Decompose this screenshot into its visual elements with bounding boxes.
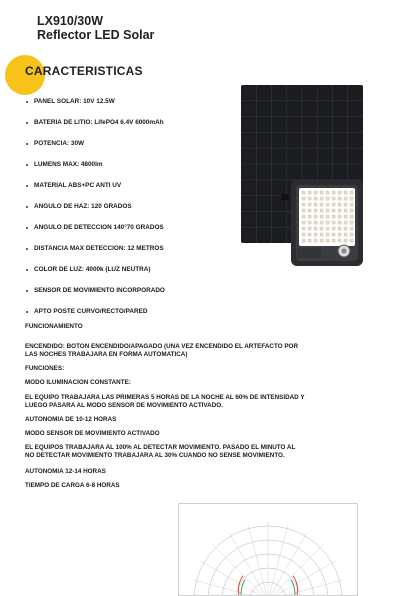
led-chip [350, 233, 353, 236]
led-chip [326, 233, 329, 236]
led-chip [332, 215, 335, 218]
led-chip [332, 227, 335, 230]
led-chip [314, 191, 317, 194]
led-chip [350, 191, 353, 194]
led-chip [320, 209, 323, 212]
led-chip [308, 239, 311, 242]
led-chip [350, 203, 353, 206]
led-chip [344, 221, 347, 224]
led-chip [320, 191, 323, 194]
charge-time-text: TIEMPO DE CARGA 6-8 HORAS [25, 482, 120, 489]
led-chip [302, 227, 305, 230]
led-chip [326, 215, 329, 218]
spec-text: SENSOR DE MOVIMIENTO INCORPORADO [34, 287, 165, 294]
led-chip [314, 203, 317, 206]
led-chip [338, 203, 341, 206]
power-text-line: LAS NOCHES TRABAJARA EN FORMA AUTOMATICA) [25, 351, 188, 358]
led-chip [332, 197, 335, 200]
polar-distribution-chart [178, 503, 358, 596]
motion-sensor-lens [342, 249, 347, 254]
sensor-mode-text: EL EQUIPOS TRABAJARA AL 100% AL DETECTAR MOVIMIENTO. PASADO EL MINUTO AL [25, 444, 296, 451]
spec-text: PANEL SOLAR: 10V 12.5W [34, 98, 115, 105]
spec-item [26, 133, 165, 154]
bullet-icon [26, 101, 28, 103]
led-chip [320, 203, 323, 206]
led-chip [350, 209, 353, 212]
led-chip [308, 191, 311, 194]
led-chip [338, 239, 341, 242]
spec-item [26, 280, 165, 301]
bullet-icon [26, 248, 28, 250]
spec-text: ANGULO DE HAZ: 120 GRADOS [34, 203, 132, 210]
led-chip [344, 209, 347, 212]
led-chip [338, 197, 341, 200]
bullet-icon [26, 269, 28, 271]
bullet-icon [26, 185, 28, 187]
led-chip [314, 227, 317, 230]
led-chip [320, 197, 323, 200]
led-chip [338, 209, 341, 212]
led-chip [308, 215, 311, 218]
led-chip [320, 227, 323, 230]
polar-spoke [268, 580, 343, 595]
led-chip [326, 197, 329, 200]
spec-text: BATERIA DE LITIO: LifePO4 6.4V 6000mAh [34, 119, 164, 126]
led-chip [302, 191, 305, 194]
spec-item [26, 217, 165, 238]
constant-mode-text: EL EQUIPO TRABAJARA LAS PRIMERAS 5 HORAS DE LA NOCHE AL 60% DE INTENSIDAD Y [25, 394, 305, 401]
autonomy-text: AUTONOMIA DE 10-12 HORAS [25, 416, 117, 423]
spec-item [26, 154, 165, 175]
led-chip [308, 233, 311, 236]
led-chip [344, 215, 347, 218]
led-chip [344, 239, 347, 242]
led-chip [326, 221, 329, 224]
led-chip [314, 215, 317, 218]
led-chip [326, 209, 329, 212]
led-chip [326, 191, 329, 194]
led-chip [302, 215, 305, 218]
spec-text: LUMENS MAX: 4800lm [34, 161, 103, 168]
product-name: Reflector LED Solar [37, 28, 155, 42]
power-text-line: ENCENDIDO: BOTON ENCENDIDO/APAGADO (UNA VEZ ENCENDIDO EL ARTEFACTO POR [25, 343, 298, 350]
product-title [37, 14, 154, 42]
functioning-section [25, 323, 397, 490]
led-chip [332, 221, 335, 224]
led-chip [302, 209, 305, 212]
led-chip [350, 215, 353, 218]
spec-item [26, 175, 165, 196]
constant-mode-text: LUEGO PASARA AL MODO SENSOR DE MOVIMIENTO ACTIVADO. [25, 402, 223, 409]
polar-grid [190, 522, 346, 595]
led-chip [308, 227, 311, 230]
bullet-icon [26, 143, 28, 145]
bullet-icon [26, 122, 28, 124]
led-chip [338, 191, 341, 194]
led-chip [314, 233, 317, 236]
spec-item [26, 112, 165, 133]
product-model: LX910/30W [37, 14, 104, 28]
spec-text: COLOR DE LUZ: 4000k (LUZ NEUTRA) [34, 266, 151, 273]
bullet-icon [26, 206, 28, 208]
constant-mode-heading: MODO ILUMINACION CONSTANTE: [25, 379, 131, 386]
polar-spoke [248, 525, 268, 595]
led-chip [320, 233, 323, 236]
led-chip [344, 233, 347, 236]
led-chip [302, 239, 305, 242]
led-chip [314, 239, 317, 242]
polar-spoke [229, 532, 268, 595]
led-chip [344, 227, 347, 230]
section-heading: CARACTERISTICAS [25, 64, 143, 78]
led-chip [350, 197, 353, 200]
led-chip [302, 203, 305, 206]
led-chip [308, 203, 311, 206]
led-chip [314, 209, 317, 212]
led-chip [302, 233, 305, 236]
functioning-heading: FUNCIONAMIENTO [25, 323, 83, 330]
bullet-icon [26, 164, 28, 166]
spec-text: MATERIAL ABS+PC ANTI UV [34, 182, 122, 189]
led-chip [314, 197, 317, 200]
led-chip [338, 221, 341, 224]
led-chip [350, 221, 353, 224]
led-chip [302, 197, 305, 200]
functions-heading: FUNCIONES: [25, 365, 65, 372]
bullet-icon [26, 311, 28, 313]
spec-text: POTENCIA: 30W [34, 140, 85, 147]
spec-text: DISTANCIA MAX DETECCION: 12 METROS [34, 245, 164, 252]
led-chip [308, 209, 311, 212]
spec-list [26, 91, 165, 322]
panel-bracket [281, 194, 289, 200]
spec-item [26, 238, 165, 259]
led-chip [320, 221, 323, 224]
autonomy-text: AUTONOMIA 12-14 HORAS [25, 468, 106, 475]
spec-item [26, 91, 165, 112]
led-chip [332, 203, 335, 206]
led-chip [338, 227, 341, 230]
led-chip [302, 221, 305, 224]
polar-spoke [268, 525, 288, 595]
polar-spoke [268, 532, 307, 595]
led-chip [332, 239, 335, 242]
led-chip [308, 221, 311, 224]
led-chip [344, 203, 347, 206]
led-chip [344, 197, 347, 200]
lamp-label [297, 248, 321, 258]
spec-text: ANGULO DE DETECCION 140°70 GRADOS [34, 224, 164, 231]
spec-item [26, 301, 165, 322]
led-chip [314, 221, 317, 224]
sensor-mode-heading: MODO SENSOR DE MOVIMIENTO ACTIVADO [25, 430, 160, 437]
polar-chart-svg [179, 504, 357, 595]
led-chip [332, 191, 335, 194]
spec-text: APTO POSTE CURVO/RECTO/PARED [34, 308, 148, 315]
led-chip [320, 239, 323, 242]
led-chip [332, 209, 335, 212]
bullet-icon [26, 290, 28, 292]
led-chip [350, 227, 353, 230]
led-chip [326, 239, 329, 242]
spec-item [26, 259, 165, 280]
led-chip [338, 215, 341, 218]
led-chip [350, 239, 353, 242]
led-chip [326, 203, 329, 206]
polar-spoke [193, 580, 268, 595]
product-image [233, 82, 365, 282]
sensor-mode-text: NO DETECTAR MOVIMIENTO TRABAJARA AL 30% CUANDO NO SENSE MOVIMIENTO. [25, 452, 285, 459]
led-chip [320, 215, 323, 218]
led-chip [332, 233, 335, 236]
bullet-icon [26, 227, 28, 229]
led-chip [344, 191, 347, 194]
led-chip [326, 227, 329, 230]
led-grid [302, 191, 353, 242]
spec-item [26, 196, 165, 217]
led-chip [338, 233, 341, 236]
led-chip [308, 197, 311, 200]
